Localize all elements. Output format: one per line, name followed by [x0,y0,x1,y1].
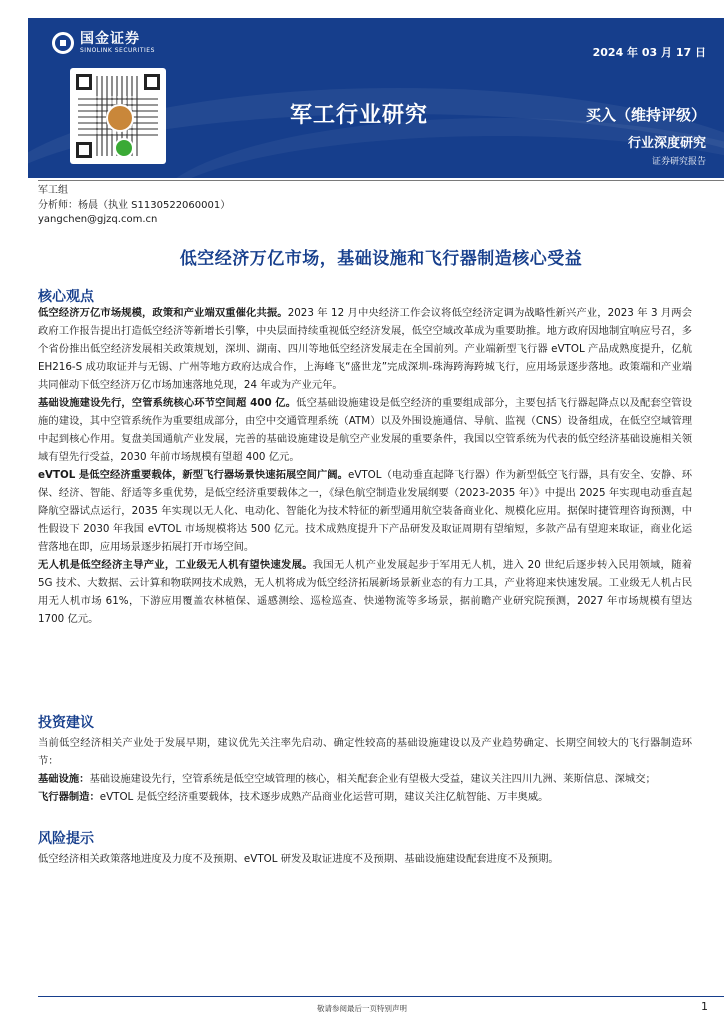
core-views-body [38,304,692,628]
header-divider [38,180,724,181]
report-title: 军工行业研究 [290,103,429,128]
header-banner [28,18,724,178]
item-text: 基础设施建设先行，空管系统是低空空域管理的核心，相关配套企业有望极大受益，建议关注四川九洲、莱斯信息、深城交； [89,773,656,785]
analyst-group: 军工组 [38,185,68,196]
logo-english-name: SINOLINK SECURITIES [80,47,155,54]
sinolink-logo-icon [52,32,74,54]
company-logo [52,32,155,54]
section-title-core-views: 核心观点 [38,289,94,305]
investment-intro: 当前低空经济相关产业处于发展早期，建议优先关注率先启动、确定性较高的基础设施建设以及产业趋势确定、长期空间较大的飞行器制造环节： [38,737,692,767]
report-type: 行业深度研究 [627,136,706,151]
investment-item [38,770,692,788]
risk-body [38,850,692,868]
analyst-name: 分析师：杨晨（执业 S1130522060001） [38,199,231,211]
footer-divider [38,996,724,997]
report-date: 2024 年 03 月 17 日 [592,46,706,59]
footer-disclaimer[interactable]: 敬请参阅最后一页特别声明 [317,1004,407,1013]
core-view-paragraph [38,556,692,628]
section-title-investment: 投资建议 [38,715,94,731]
core-view-paragraph [38,304,692,394]
core-view-paragraph [38,466,692,556]
wechat-icon [114,138,134,158]
investment-body [38,734,692,806]
item-lead: 基础设施： [38,773,90,785]
paragraph-lead: 低空经济万亿市场规模，政策和产业端双重催化共振。 [38,307,288,319]
qr-code-icon [70,68,166,164]
investment-item [38,788,692,806]
logo-chinese-name: 国金证券 [80,31,140,47]
page-number: 1 [701,1000,708,1013]
section-title-risk: 风险提示 [38,831,94,847]
paragraph-text: eVTOL（电动垂直起降飞行器）作为新型低空飞行器，具有安全、安静、环保、经济、智能、舒适等多重优势，是低空经济重要载体之一，《绿色航空制造业发展纲要（2023-2035 年）》中提出 2025 年实现电动垂直起降航空器试点运行，2035 年实现以无人化、电动化、智能化为技术特征的新型通用航空装备商业化、规模化应用。据保时捷管理咨询预测，中性假设下 2030 年我国 eVTOL 市场规模将达 500 亿元。技术成熟度提升下产品研发及取证周期有望缩短，多款产品有望迎来取证，商业化运营落地在即，应用场景逐步拓展打开市场空间。 [38,469,693,553]
risk-text: 低空经济相关政策落地进度及力度不及预期、eVTOL 研发及取证进度不及预期、基础设施建设配套进度不及预期。 [38,853,559,865]
paragraph-lead: 无人机是低空经济主导产业，工业级无人机有望快速发展。 [38,559,313,571]
analyst-email[interactable]: yangchen@gjzq.com.cn [38,214,158,225]
rating-badge: 买入（维持评级） [585,106,706,124]
paragraph-lead: eVTOL 是低空经济重要载体，新型飞行器场景快速拓展空间广阔。 [38,469,349,481]
core-view-paragraph [38,394,692,466]
report-headline: 低空经济万亿市场，基础设施和飞行器制造核心受益 [179,249,583,269]
analyst-info [38,184,230,228]
paragraph-text: 低空基础设施建设是低空经济的重要组成部分，主要包括飞行器起降点以及配套空管设施的建设，其中空管系统作为重要组成部分，由空中交通管理系统（ATM）以及外围设施通信、导航、监视（CNS）设备组成，在低空空域管理中起到核心作用。复盘美国通航产业发展，完善的基础设施建设是航空产业发展的重要条件，我国以空管系统为代表的低空经济基础设施相关领域有望先行受益，2030 年前市场规模有望超 400 亿元。 [38,397,692,463]
paragraph-text: 我国无人机产业发展起步于军用无人机，进入 20 世纪后逐步转入民用领域，随着 5G 技术、大数据、云计算和物联网技术成熟，无人机将成为低空经济拓展新场景新业态的有力工具，产业将迎来快速发展。工业级无人机占民用无人机市场 61%，下游应用覆盖农林植保、遥感测绘、巡检巡查、快递物流等多场景，据前瞻产业研究院预测，2027 年市场规模有望达 1700 亿元。 [38,559,692,625]
item-text: eVTOL 是低空经济重要载体，技术逐步成熟产品商业化运营可期，建议关注亿航智能、万丰奥威。 [99,791,549,803]
paragraph-lead: 基础设施建设先行，空管系统核心环节空间超 400 亿。 [38,397,297,409]
item-lead: 飞行器制造： [38,791,100,803]
paragraph-text: 2023 年 12 月中央经济工作会议将低空经济定调为战略性新兴产业，2023 年 3 月两会政府工作报告提出打造低空经济等新增长引擎，中央层面持续重视低空经济发展，低空空域改革成为重要助推。地方政府因地制宜响应号召，多个省份推出低空经济发展相关政策规划，深圳、湖南、四川等地低空经济发展走在全国前列。产业端新型飞行器 eVTOL 产品成熟度提升，亿航 EH216-S 成功取证并与无锡、广州等地方政府达成合作，上海峰飞“盛世龙”完成深圳-珠海跨海跨城飞行，应用场景逐步落地。政策端和产业端共同催动下低空经济万亿市场加速落地兑现，24 年或为产业元年。 [38,307,693,391]
report-subtype: 证券研究报告 [651,157,706,167]
